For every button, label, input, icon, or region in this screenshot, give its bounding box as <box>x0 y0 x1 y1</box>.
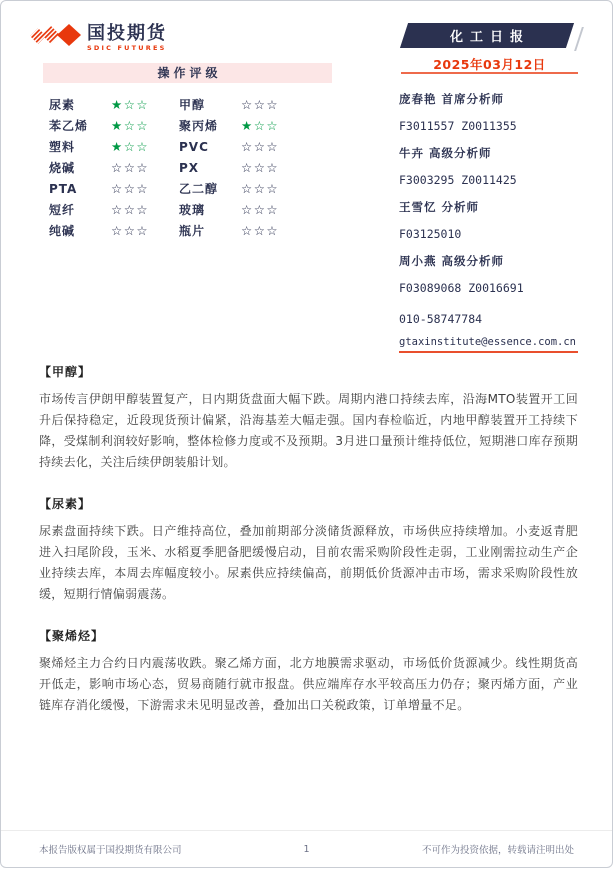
brand-name: 国投期货 <box>87 22 167 44</box>
rating-stars: ☆☆☆ <box>111 202 150 217</box>
report-title: 化工日报 <box>450 30 531 45</box>
analyst-name: 周小燕 高级分析师 <box>399 254 505 268</box>
report-sections <box>39 363 578 738</box>
rating-stars: ☆☆☆ <box>241 160 280 175</box>
report-date: 2025年03月12日 <box>433 57 546 72</box>
commodity-name: 短纤 <box>49 203 76 217</box>
analyst-name: 庞春艳 首席分析师 <box>399 92 505 106</box>
commodity-name: 尿素 <box>49 98 76 112</box>
analyst-list <box>399 91 579 307</box>
rating-stars: ☆☆☆ <box>241 139 280 154</box>
rating-stars: ☆☆☆ <box>241 181 280 196</box>
analyst-id: F3003295 Z0011425 <box>399 173 517 187</box>
commodity-name: PTA <box>49 181 78 196</box>
rating-row <box>43 115 332 136</box>
contact-phone: 010-58747784 <box>399 312 483 326</box>
commodity-name: 聚丙烯 <box>179 119 219 133</box>
contact-underline <box>399 351 578 353</box>
section-title: 【甲醇】 <box>39 365 92 379</box>
commodity-name: 烧碱 <box>49 161 76 175</box>
rating-row <box>43 178 332 199</box>
rating-stars: ☆☆☆ <box>111 160 150 175</box>
rating-stars: ☆☆☆ <box>111 181 150 196</box>
section-body: 市场传言伊朗甲醇装置复产，日内期货盘面大幅下跌。周期内港口持续去库，沿海MTO装置开工回升后保持稳定，近段现货预计偏紧，沿海基差大幅走强。国内春检临近，内地甲醇装置开工持续下降，受煤制利润较好影响，整体检修力度或不及预期。3月进口量预计维持低位，短期港口库存预期持续去化，关注后续伊朗装船计划。 <box>39 392 578 469</box>
logo-diamond-icon <box>29 21 83 55</box>
company-logo <box>29 21 167 55</box>
section-body: 尿素盘面持续下跌。日产维持高位，叠加前期部分淡储货源释放，市场供应持续增加。小麦返青肥进入扫尾阶段，玉米、水稻夏季肥备肥缓慢启动，目前农需采购阶段性走弱，工业刚需拉动生产企业持续去库，本周去库幅度较小。尿素供应持续偏高，前期低价货源冲击市场，需求采购阶段性放缓，短期行情偏弱震荡。 <box>39 524 578 601</box>
date-underline <box>401 72 578 74</box>
footer-copyright: 本报告版权属于国投期货有限公司 <box>39 845 182 856</box>
report-title-banner <box>400 23 574 48</box>
rating-row <box>43 199 332 220</box>
commodity-name: PX <box>179 160 200 175</box>
report-section <box>39 363 578 473</box>
report-section <box>39 627 578 716</box>
rating-stars: ★☆☆ <box>111 118 150 133</box>
commodity-name: 苯乙烯 <box>49 119 89 133</box>
report-footer <box>1 830 612 867</box>
commodity-name: 甲醇 <box>179 98 206 112</box>
rating-stars: ★☆☆ <box>241 118 280 133</box>
logo-text <box>87 22 167 52</box>
rating-row <box>43 94 332 115</box>
ratings-table <box>43 63 332 241</box>
footer-disclaimer: 不可作为投资依据，转载请注明出处 <box>421 845 574 856</box>
banner-edge-decoration <box>574 27 584 51</box>
rating-stars: ☆☆☆ <box>241 223 280 238</box>
rating-stars: ☆☆☆ <box>241 97 280 112</box>
rating-stars: ☆☆☆ <box>241 202 280 217</box>
section-body: 聚烯烃主力合约日内震荡收跌。聚乙烯方面，北方地膜需求驱动，市场低价货源减少。线性期货高开低走，影响市场心态，贸易商随行就市报盘。供应端库存水平较高压力仍存；聚丙烯方面，产业链库存消化缓慢，下游需求未见明显改善，叠加出口关税政策，订单增量不足。 <box>39 656 578 712</box>
analyst-id: F03125010 <box>399 227 462 241</box>
brand-subname: SDIC FUTURES <box>87 43 167 52</box>
ratings-header: 操作评级 <box>43 63 332 83</box>
commodity-name: 乙二醇 <box>179 182 219 196</box>
rating-row <box>43 157 332 178</box>
contact-email[interactable]: gtaxinstitute@essence.com.cn <box>399 336 577 348</box>
analyst-id: F3011557 Z0011355 <box>399 119 517 133</box>
report-section <box>39 495 578 605</box>
commodity-name: 瓶片 <box>179 224 206 238</box>
section-title: 【聚烯烃】 <box>39 629 105 643</box>
commodity-name: 玻璃 <box>179 203 206 217</box>
ratings-rows <box>43 94 332 241</box>
contact-block <box>399 311 579 351</box>
commodity-name: 纯碱 <box>49 224 76 238</box>
page-number: 1 <box>303 843 310 855</box>
commodity-name: PVC <box>179 139 209 154</box>
analyst-name: 牛卉 高级分析师 <box>399 146 492 160</box>
commodity-name: 塑料 <box>49 140 76 154</box>
analyst-name: 王雪忆 分析师 <box>399 200 480 214</box>
analyst-id: F03089068 Z0016691 <box>399 281 524 295</box>
rating-stars: ★☆☆ <box>111 97 150 112</box>
section-title: 【尿素】 <box>39 497 92 511</box>
rating-stars: ★☆☆ <box>111 139 150 154</box>
rating-stars: ☆☆☆ <box>111 223 150 238</box>
rating-row <box>43 136 332 157</box>
rating-row <box>43 220 332 241</box>
